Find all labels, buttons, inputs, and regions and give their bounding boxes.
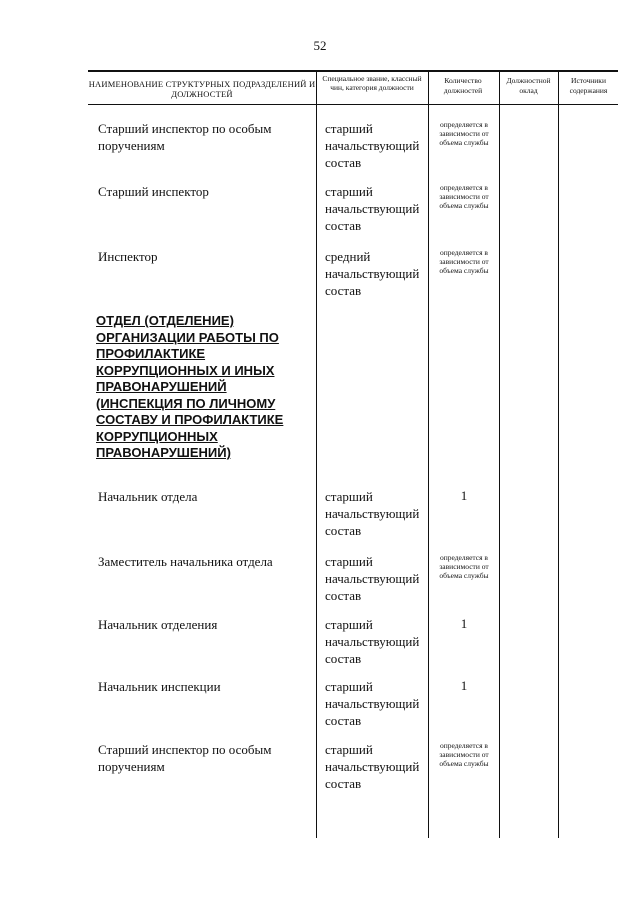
position-rank: старший начальствующий состав <box>325 554 420 603</box>
position-count: определяется в зависимости от объема службы <box>439 248 489 275</box>
position-rank: старший начальствующий состав <box>325 679 420 728</box>
column-divider <box>499 70 500 838</box>
position-name: Старший инспектор <box>98 184 209 199</box>
position-rank: старший начальствующий состав <box>325 184 420 233</box>
header-rank-column: Специальное звание, классный чин, категория должности <box>322 74 422 92</box>
position-rank: средний начальствующий состав <box>325 249 420 298</box>
position-name: Начальник отдела <box>98 489 198 504</box>
header-source-column: Источники содержания <box>569 76 608 95</box>
position-count: определяется в зависимости от объема службы <box>439 553 489 580</box>
position-count: 1 <box>460 488 468 503</box>
header-count-column: Количество должностей <box>443 76 483 95</box>
position-rank: старший начальствующий состав <box>325 489 420 538</box>
position-count: определяется в зависимости от объема службы <box>439 120 489 147</box>
position-count: 1 <box>460 616 468 631</box>
position-name: Заместитель начальника отдела <box>98 554 273 569</box>
position-name: Начальник инспекции <box>98 679 221 694</box>
staff-table <box>88 70 618 838</box>
header-salary-column: Должностной оклад <box>506 76 551 95</box>
column-divider <box>316 70 317 838</box>
position-rank: старший начальствующий состав <box>325 121 420 170</box>
column-divider <box>558 70 559 838</box>
position-count: 1 <box>460 678 468 693</box>
table-top-rule <box>88 70 618 72</box>
position-name: Старший инспектор по особым поручениям <box>98 121 272 153</box>
position-name: Начальник отделения <box>98 617 218 632</box>
position-count: определяется в зависимости от объема службы <box>439 741 489 768</box>
position-rank: старший начальствующий состав <box>325 742 420 791</box>
position-name: Инспектор <box>98 249 158 264</box>
header-bottom-rule <box>88 104 618 105</box>
position-count: определяется в зависимости от объема службы <box>439 183 489 210</box>
page-number: 52 <box>313 38 327 53</box>
position-name: Старший инспектор по особым поручениям <box>98 742 272 774</box>
section-heading: ОТДЕЛ (ОТДЕЛЕНИЕ) ОРГАНИЗАЦИИ РАБОТЫ ПО ПРОФИЛАКТИКЕ КОРРУПЦИОННЫХ И ИНЫХ ПРАВОНАРУШЕНИЙ (ИНСПЕКЦИЯ ПО ЛИЧНОМУ СОСТАВУ И ПРОФИЛАКТИКЕ КОРРУПЦИОННЫХ ПРАВОНАРУШЕНИЙ) <box>96 313 284 460</box>
header-name-column: НАИМЕНОВАНИЕ СТРУКТУРНЫХ ПОДРАЗДЕЛЕНИЙ И ДОЛЖНОСТЕЙ <box>88 79 316 99</box>
position-rank: старший начальствующий состав <box>325 617 420 666</box>
